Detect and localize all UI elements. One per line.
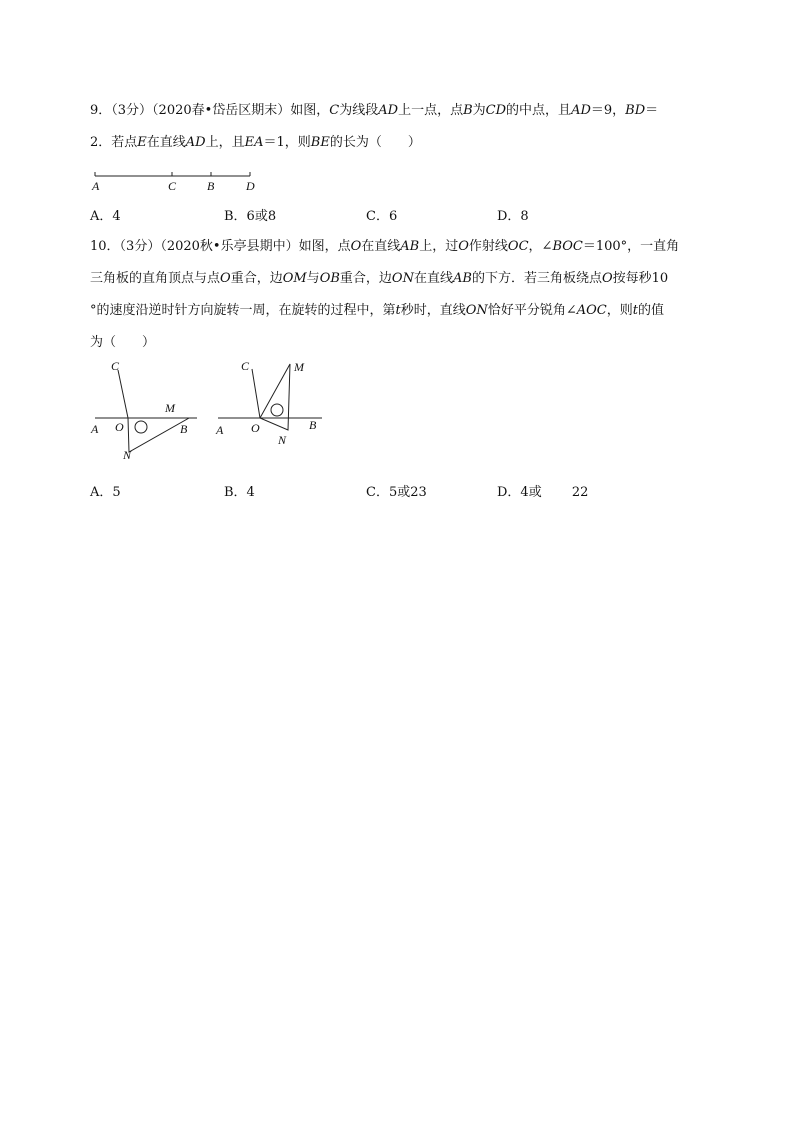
set-square-hole (135, 421, 147, 433)
set-square-hole (271, 404, 283, 416)
q9-option-d[interactable]: D．8 (497, 209, 529, 224)
q10-line2: 三角板的直角顶点与点O重合，边OM与OB重合，边ON在直线AB的下方．若三角板绕点O按每秒10 (90, 271, 669, 286)
label-m: M (294, 360, 304, 374)
q10-option-a[interactable]: A．5 (90, 485, 121, 500)
q9-option-b[interactable]: B．6或8 (224, 209, 277, 224)
ray-oc (118, 370, 128, 418)
label-n: N (123, 448, 132, 462)
q10-line1: 10．（3分）（2020秋•乐亭县期中）如图，点O在直线AB上，过O作射线OC，∠BOC＝100°，一直角 (90, 239, 680, 254)
label-b: B (180, 422, 188, 436)
q9-line1: 9．（3分）（2020春•岱岳区期末）如图，C为线段AD上一点，点B为CD的中点，且AD＝9，BD＝ (90, 103, 659, 118)
label-m: M (165, 401, 175, 415)
q10-line3: °的速度沿逆时针方向旋转一周，在旋转的过程中，第t秒时，直线ON恰好平分锐角∠AOC，则t的值 (90, 303, 664, 318)
q10-option-d[interactable]: D．4或 22 (497, 485, 589, 500)
q10-figure-rotated (210, 356, 330, 466)
label-b: B (309, 418, 317, 432)
q10-figure-initial (85, 356, 205, 466)
q10-option-b[interactable]: B．4 (224, 485, 255, 500)
label-c: C (111, 359, 120, 373)
label-c: C (241, 359, 250, 373)
label-c: C (168, 179, 177, 193)
label-o: O (251, 421, 260, 435)
ray-oc (252, 369, 260, 418)
q9-option-a[interactable]: A．4 (90, 209, 121, 224)
set-square (260, 364, 290, 430)
label-a: A (91, 422, 99, 436)
q9-option-c[interactable]: C．6 (366, 209, 398, 224)
label-a: A (216, 423, 224, 437)
q10-option-c[interactable]: C．5或23 (366, 485, 427, 500)
q10-option-d-value: 22 (571, 485, 589, 500)
label-a: A (92, 179, 100, 193)
label-o: O (115, 420, 124, 434)
label-b: B (207, 179, 215, 193)
q9-line2: 2．若点E在直线AD上，且EA＝1，则BE的长为（ ） (90, 135, 421, 150)
label-n: N (278, 433, 287, 447)
q9-segment-figure (85, 168, 285, 198)
q10-line4: 为（ ） (90, 335, 156, 350)
label-d: D (246, 179, 255, 193)
